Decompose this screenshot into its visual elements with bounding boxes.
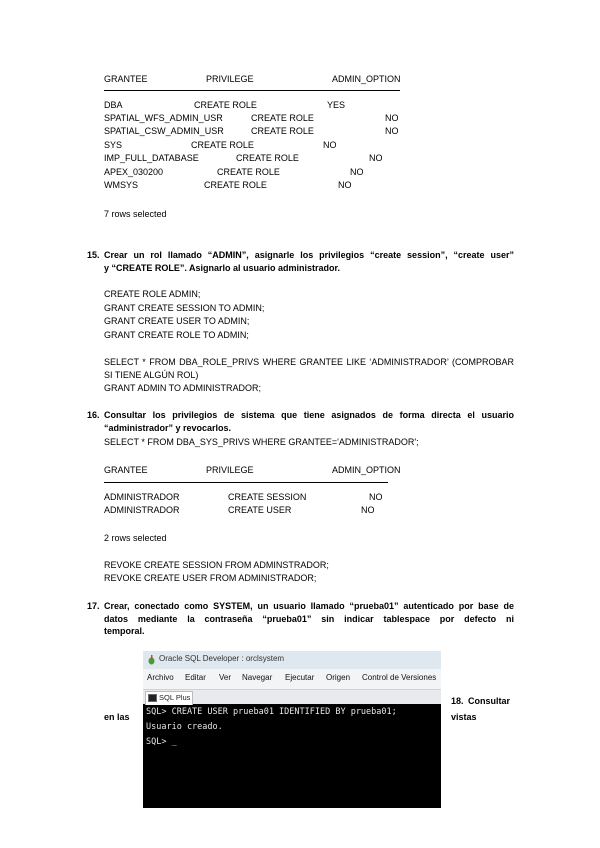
console-icon (148, 694, 157, 702)
item15-select (104, 356, 514, 381)
table2-row1-grantee: ADMINISTRADOR (104, 492, 180, 502)
table2-row2-privilege: CREATE USER (228, 505, 292, 515)
table1-row4-admin: NO (323, 140, 337, 150)
menu-control-versiones[interactable]: Control de Versiones (362, 673, 437, 682)
table2-header-admin-option: ADMIN_OPTION (332, 465, 401, 475)
item15-grant: GRANT ADMIN TO ADMINISTRADOR; (104, 383, 262, 393)
table1-footer: 7 rows selected (104, 209, 167, 219)
table2-footer: 2 rows selected (104, 533, 167, 543)
table1-row1-grantee: DBA (104, 100, 123, 110)
menu-navegar[interactable]: Navegar (242, 673, 273, 682)
item17-line2: datos mediante la contraseña “prueba01” sin indicar tablespace por defecto ni (104, 613, 514, 624)
table1-row1-admin: YES (327, 100, 346, 110)
table2-row1-admin: NO (369, 492, 383, 502)
console-line2: Usuario creado. (146, 722, 223, 732)
table1-row5-privilege: CREATE ROLE (236, 153, 299, 163)
item17-line3: temporal. (104, 626, 145, 636)
menu-editar[interactable]: Editar (185, 673, 206, 682)
item15-code3: GRANT CREATE USER TO ADMIN; (104, 316, 250, 326)
item17-line1-c: , un usuario llamado “prueba01” autenticado por base de (250, 601, 514, 611)
item15-select-line1: SELECT * FROM DBA_ROLE_PRIVS WHERE GRANTEE LIKE ‘ADMINISTRADOR’ (COMPROBAR (104, 357, 514, 367)
table1-row2-privilege: CREATE ROLE (251, 113, 314, 123)
table2-header-grantee: GRANTEE (104, 465, 148, 475)
item15-select-line2: SI TIENE ALGÚN ROL) (104, 369, 199, 380)
table1-header-privilege: PRIVILEGE (206, 74, 254, 84)
table1-header-admin-option: ADMIN_OPTION (332, 74, 401, 84)
table1-row6-privilege: CREATE ROLE (217, 167, 280, 177)
item15-code1: CREATE ROLE ADMIN; (104, 289, 201, 299)
table1-separator (104, 90, 400, 91)
table1-row6-admin: NO (350, 167, 364, 177)
tab-sql-plus-label: SQL Plus (159, 693, 191, 702)
item15-line1: Crear un rol llamado “ADMIN”, asignarle los privilegios “create session”, “create user” (104, 250, 514, 260)
item16-number: 16. (87, 410, 100, 420)
item18-number: 18. (451, 696, 464, 706)
table2-row2-admin: NO (361, 505, 375, 515)
item16-select: SELECT * FROM DBA_SYS_PRIVS WHERE GRANTEE='ADMINISTRADOR'; (104, 437, 419, 447)
item15-code2: GRANT CREATE SESSION TO ADMIN; (104, 303, 265, 313)
table1-row2-grantee: SPATIAL_WFS_ADMIN_USR (104, 113, 223, 123)
table1-header-grantee: GRANTEE (104, 74, 148, 84)
tab-sql-plus[interactable] (145, 691, 193, 705)
item18-label: Consultar (468, 696, 511, 706)
table1-row7-grantee: WMSYS (104, 180, 139, 190)
menu-ver[interactable]: Ver (219, 673, 232, 682)
item17-heading (104, 600, 514, 638)
table2-separator (104, 482, 388, 483)
item18-left-text: en las (104, 712, 130, 722)
table1-row7-privilege: CREATE ROLE (204, 180, 267, 190)
menu-bar (143, 669, 441, 690)
table1-row1-privilege: CREATE ROLE (194, 100, 257, 110)
table2-row1-privilege: CREATE SESSION (228, 492, 307, 502)
item17-number: 17. (87, 601, 100, 611)
table1-row5-grantee: IMP_FULL_DATABASE (104, 153, 199, 163)
table1-row3-privilege: CREATE ROLE (251, 126, 314, 136)
window-titlebar (143, 651, 441, 669)
item15-code4: GRANT CREATE ROLE TO ADMIN; (104, 330, 249, 340)
item17-line1-system: SYSTEM (213, 601, 251, 611)
table2-header-privilege: PRIVILEGE (206, 465, 254, 475)
menu-archivo[interactable]: Archivo (147, 673, 174, 682)
window-title: Oracle SQL Developer : orclsystem (159, 654, 285, 663)
sqlplus-console[interactable] (143, 705, 441, 808)
table2-row2-grantee: ADMINISTRADOR (104, 505, 180, 515)
table1-row5-admin: NO (369, 153, 383, 163)
table1-row4-grantee: SYS (104, 140, 123, 150)
item17-line1 (104, 600, 514, 613)
table1-row3-grantee: SPATIAL_CSW_ADMIN_USR (104, 126, 224, 136)
item16-revoke2: REVOKE CREATE USER FROM ADMINISTRADOR; (104, 573, 317, 583)
item15-line2: y “CREATE ROLE”. Asignarlo al usuario administrador. (104, 262, 341, 273)
item15-number: 15. (87, 250, 100, 260)
item15-heading (104, 249, 514, 274)
console-line1: SQL> CREATE USER prueba01 IDENTIFIED BY prueba01; (146, 707, 397, 717)
item16-line1: Consultar los privilegios de sistema que tiene asignados de forma directa el usuario (104, 410, 514, 420)
menu-origen[interactable]: Origen (326, 673, 351, 682)
oracle-app-icon (147, 655, 156, 665)
table1-row4-privilege: CREATE ROLE (191, 140, 254, 150)
menu-ejecutar[interactable]: Ejecutar (285, 673, 315, 682)
item16-revoke1: REVOKE CREATE SESSION FROM ADMINSTRADOR; (104, 560, 329, 570)
table1-row3-admin: NO (385, 126, 399, 136)
table1-row6-grantee: APEX_030200 (104, 167, 164, 177)
console-line3: SQL> _ (146, 737, 177, 747)
item17-line1-a: Crear, conectado como (104, 601, 214, 611)
item16-line2: “administrador” y revocarlos. (104, 422, 232, 433)
table1-row2-admin: NO (385, 113, 399, 123)
item18-right-text: vistas (451, 712, 477, 722)
table1-row7-admin: NO (338, 180, 352, 190)
item16-heading (104, 409, 514, 434)
sql-developer-screenshot (143, 651, 441, 808)
